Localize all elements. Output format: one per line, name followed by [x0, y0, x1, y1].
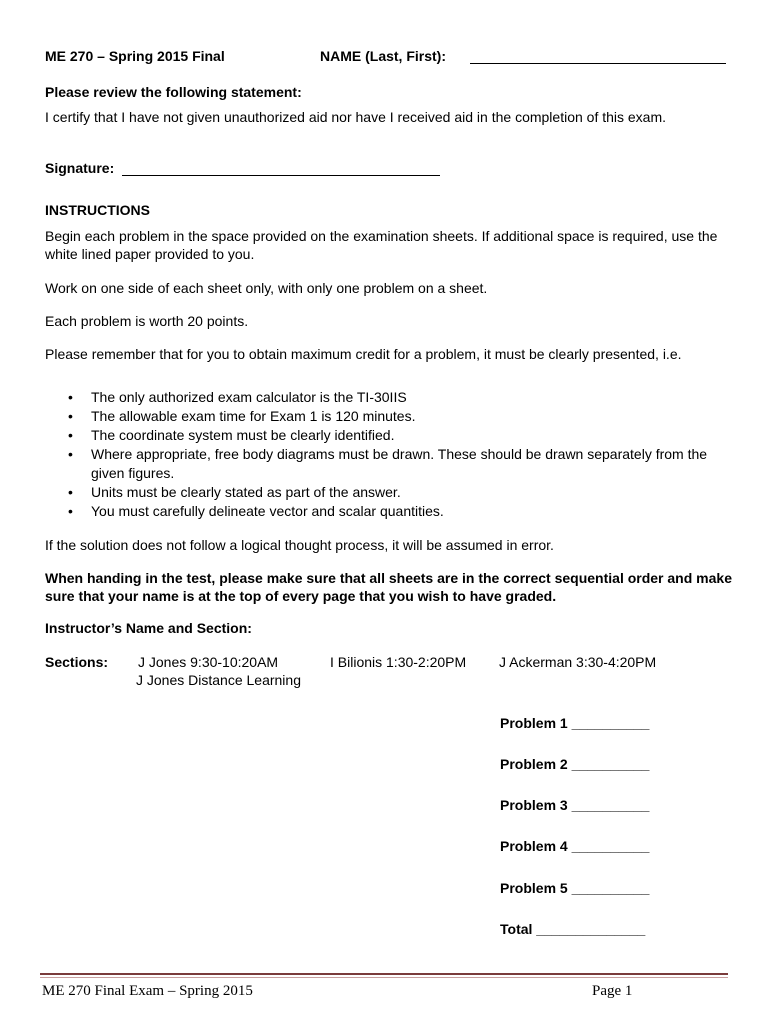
instruction-paragraph-3: Each problem is worth 20 points.	[45, 313, 249, 329]
bullet-icon: •	[68, 389, 73, 405]
section-option-jones-distance[interactable]: J Jones Distance Learning	[136, 672, 301, 688]
bullet-icon: •	[68, 502, 73, 519]
instructions-heading: INSTRUCTIONS	[45, 202, 150, 218]
score-blank: __________	[571, 756, 650, 772]
instruction-paragraph-4: Please remember that for you to obtain maximum credit for a problem, it must be clearly presented, i.e.	[45, 346, 682, 362]
sections-label: Sections:	[45, 654, 109, 670]
certification-statement: I certify that I have not given unauthorized aid nor have I received aid in the completion of this exam.	[45, 109, 667, 125]
score-blank: __________	[571, 797, 650, 813]
score-row-total[interactable]: Total ______________	[500, 921, 646, 937]
score-row-problem-2[interactable]: Problem 2 __________	[500, 756, 650, 772]
footer-divider	[40, 973, 728, 975]
list-item: • The allowable exam time for Exam 1 is 120 minutes.	[68, 408, 416, 425]
list-item: • The only authorized exam calculator is the TI-30IIS	[68, 389, 407, 405]
section-option-bilionis[interactable]: I Bilionis 1:30-2:20PM	[330, 654, 467, 670]
list-item: • Units must be clearly stated as part of the answer.	[68, 483, 401, 500]
signature-field[interactable]	[122, 162, 440, 176]
score-row-problem-3[interactable]: Problem 3 __________	[500, 797, 650, 813]
section-option-ackerman[interactable]: J Ackerman 3:30-4:20PM	[499, 654, 657, 670]
requirements-list	[45, 388, 725, 521]
name-label: NAME (Last, First):	[320, 48, 446, 64]
bullet-icon: •	[68, 483, 73, 500]
footer-divider-thin	[40, 977, 728, 978]
instruction-paragraph-1: Begin each problem in the space provided on the examination sheets. If additional space is required, use the white lined paper provided to you.	[45, 228, 718, 262]
score-blank: __________	[571, 715, 650, 731]
score-row-problem-1[interactable]: Problem 1 __________	[500, 715, 650, 731]
signature-label: Signature:	[45, 160, 115, 176]
exam-title: ME 270 – Spring 2015 Final	[45, 48, 225, 64]
list-item: • The coordinate system must be clearly identified.	[68, 427, 395, 444]
instruction-paragraph-5: If the solution does not follow a logical thought process, it will be assumed in error.	[45, 537, 554, 553]
list-item: • You must carefully delineate vector and scalar quantities.	[68, 502, 444, 519]
score-row-problem-5[interactable]: Problem 5 __________	[500, 880, 650, 896]
list-item: • Where appropriate, free body diagrams must be drawn. These should be drawn separately from the given figures.	[68, 446, 708, 481]
score-row-problem-4[interactable]: Problem 4 __________	[500, 838, 650, 854]
footer-title: ME 270 Final Exam – Spring 2015	[42, 983, 253, 999]
bullet-icon: •	[68, 408, 73, 425]
page-number: Page 1	[592, 983, 633, 999]
score-blank: __________	[571, 880, 650, 896]
bullet-icon: •	[68, 427, 73, 444]
score-blank: __________	[571, 838, 650, 854]
section-option-jones[interactable]: J Jones 9:30-10:20AM	[138, 654, 279, 670]
score-blank: ______________	[536, 921, 646, 937]
name-field[interactable]	[470, 50, 726, 64]
bullet-icon: •	[68, 446, 73, 463]
instruction-paragraph-2: Work on one side of each sheet only, with only one problem on a sheet.	[45, 280, 488, 296]
statement-heading: Please review the following statement:	[45, 84, 302, 100]
instructor-heading: Instructor’s Name and Section:	[45, 620, 252, 636]
handing-in-note: When handing in the test, please make sure that all sheets are in the correct sequential order and make sure that your name is at the top of every page that you wish to have graded.	[45, 570, 732, 604]
